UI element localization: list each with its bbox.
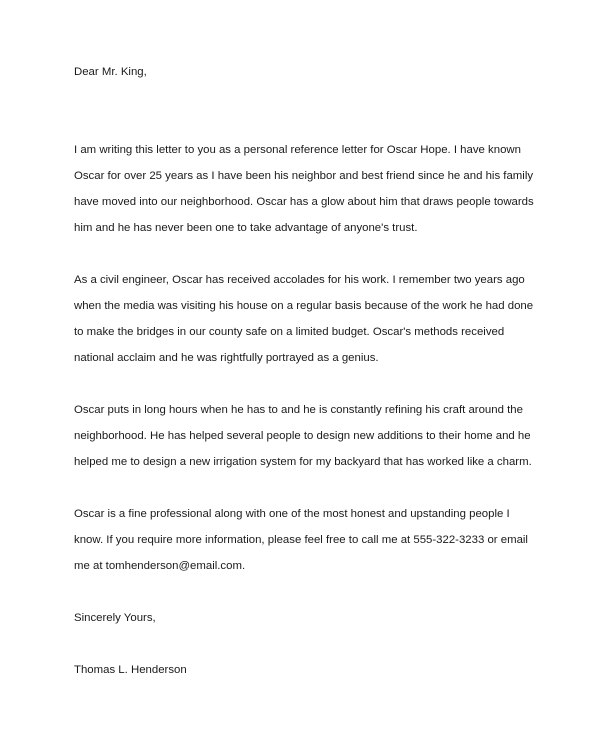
paragraph-line: Oscar is a fine professional along with one of the most honest and upstanding people I: [74, 508, 510, 520]
paragraph-line: me at tomhenderson@email.com.: [74, 560, 246, 572]
paragraph-4: [74, 501, 554, 579]
closing: Sincerely Yours,: [74, 612, 156, 624]
salutation: Dear Mr. King,: [74, 66, 147, 78]
paragraph-1: [74, 137, 554, 241]
paragraph-line: Oscar for over 25 years as I have been his neighbor and best friend since he and his family: [74, 170, 534, 182]
paragraph-3: [74, 397, 554, 475]
paragraph-line: I am writing this letter to you as a personal reference letter for Oscar Hope. I have known: [74, 144, 521, 156]
paragraph-line: him and he has never been one to take advantage of anyone's trust.: [74, 222, 418, 234]
paragraph-line: have moved into our neighborhood. Oscar has a glow about him that draws people towards: [74, 196, 534, 208]
paragraph-2: [74, 267, 554, 371]
paragraph-line: helped me to design a new irrigation system for my backyard that has worked like a charm.: [74, 456, 532, 468]
paragraph-line: national acclaim and he was rightfully portrayed as a genius.: [74, 352, 379, 364]
paragraph-line: neighborhood. He has helped several people to design new additions to their home and he: [74, 430, 531, 442]
letter-body: [74, 59, 554, 683]
paragraph-line: to make the bridges in our county safe on a limited budget. Oscar's methods received: [74, 326, 505, 338]
paragraph-line: As a civil engineer, Oscar has received accolades for his work. I remember two years ago: [74, 274, 525, 286]
signature-name: Thomas L. Henderson: [74, 664, 187, 676]
paragraph-line: Oscar puts in long hours when he has to and he is constantly refining his craft around the: [74, 404, 523, 416]
paragraph-line: know. If you require more information, please feel free to call me at 555-322-3233 or email: [74, 534, 528, 546]
paragraph-line: when the media was visiting his house on a regular basis because of the work he had done: [74, 300, 534, 312]
